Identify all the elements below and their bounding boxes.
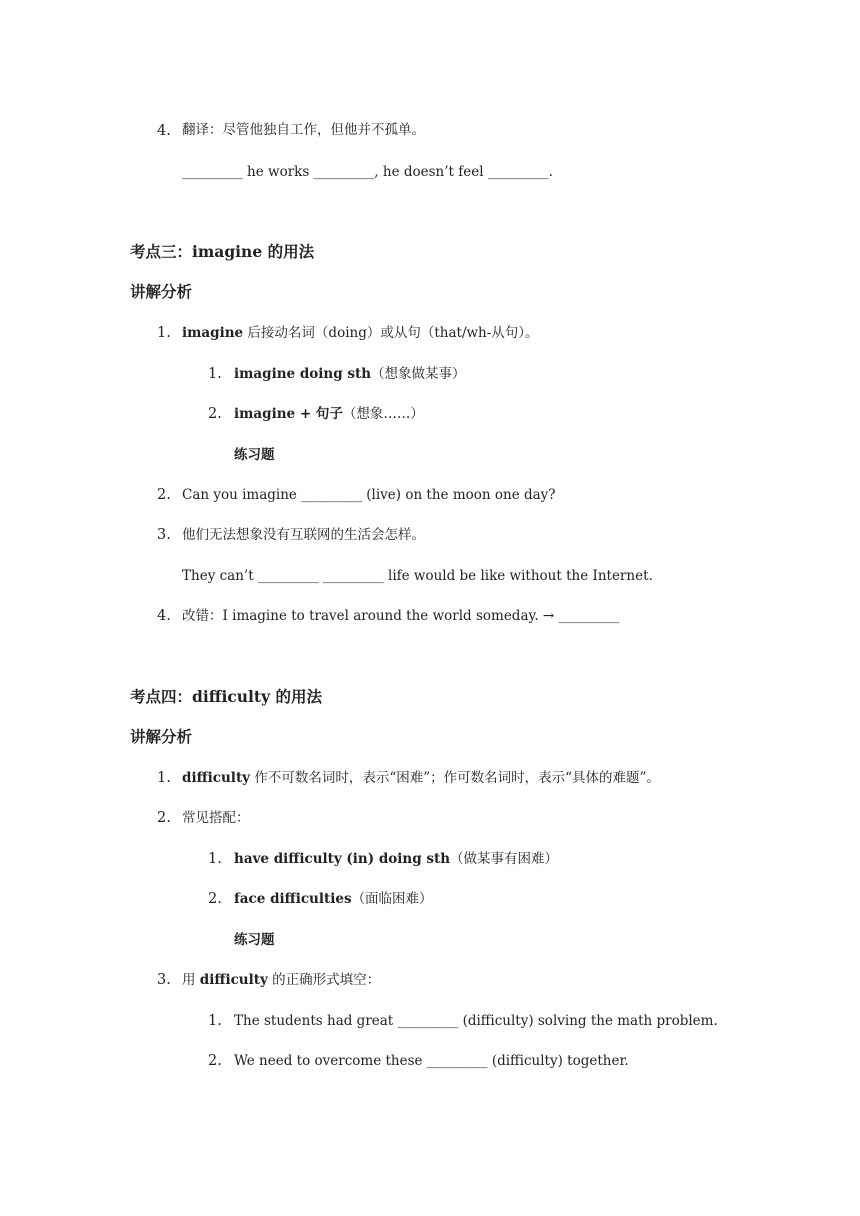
sub-list-number: 1. (208, 1013, 222, 1029)
item-text: 后接动名词（doing）或从句（that/wh-从句）。 (243, 325, 539, 341)
keyword: face difficulties (234, 891, 352, 907)
keyword: difficulty (182, 770, 251, 786)
keyword: imagine + 句子 (234, 406, 343, 422)
sub-list-number: 2. (208, 406, 222, 422)
translation-prompt: 翻译：尽管他独自工作，但他并不孤单。 (182, 122, 425, 138)
list-item (182, 970, 380, 990)
list-item: 常见搭配： (182, 810, 250, 826)
sub-list-number: 2. (208, 1053, 222, 1069)
item-text: （想象做某事） (371, 366, 466, 382)
sub-list-item (234, 364, 466, 384)
item-text: 作不可数名词时，表示“困难”；作可数名词时，表示“具体的难题”。 (250, 770, 660, 786)
analysis-heading: 讲解分析 (130, 282, 193, 301)
exercise-item: We need to overcome these _________ (difficulty) together. (234, 1053, 629, 1069)
practice-heading: 练习题 (234, 932, 275, 948)
list-number: 4. (157, 123, 171, 139)
sub-list-number: 1. (208, 366, 222, 382)
exercise-item: Can you imagine _________ (live) on the moon one day? (182, 487, 556, 503)
sub-list-number: 1. (208, 851, 222, 867)
list-number: 2. (157, 810, 171, 826)
sub-list-number: 2. (208, 891, 222, 907)
exercise-item: 改错：I imagine to travel around the world someday. → _________ (182, 608, 620, 624)
list-number: 3. (157, 972, 171, 988)
keyword: imagine doing sth (234, 366, 372, 382)
section-title-difficulty: 考点四：difficulty 的用法 (130, 687, 322, 706)
list-number: 1. (157, 325, 171, 341)
keyword: imagine (182, 325, 244, 341)
keyword: have difficulty (in) doing sth (234, 851, 451, 867)
list-item (182, 768, 660, 788)
list-number: 3. (157, 527, 171, 543)
sub-list-item (234, 889, 433, 909)
item-text: 的正确形式填空： (267, 972, 381, 988)
fill-in-sentence: They can’t _________ _________ life would be like without the Internet. (182, 568, 653, 584)
list-number: 1. (157, 770, 171, 786)
item-text: （面临困难） (351, 891, 433, 907)
list-item (182, 323, 539, 343)
list-number: 2. (157, 487, 171, 503)
sub-list-item (234, 849, 558, 869)
exercise-item: 他们无法想象没有互联网的生活会怎样。 (182, 527, 425, 543)
item-text: 用 (182, 972, 200, 988)
practice-heading: 练习题 (234, 447, 275, 463)
fill-in-sentence: _________ he works _________, he doesn’t feel _________. (182, 164, 553, 180)
keyword: difficulty (199, 972, 268, 988)
item-text: （想象……） (342, 406, 424, 422)
sub-list-item (234, 404, 424, 424)
item-text: （做某事有困难） (450, 851, 559, 867)
list-number: 4. (157, 608, 171, 624)
exercise-item: The students had great _________ (difficulty) solving the math problem. (234, 1013, 718, 1029)
analysis-heading: 讲解分析 (130, 727, 193, 746)
section-title-imagine: 考点三：imagine 的用法 (130, 242, 315, 261)
